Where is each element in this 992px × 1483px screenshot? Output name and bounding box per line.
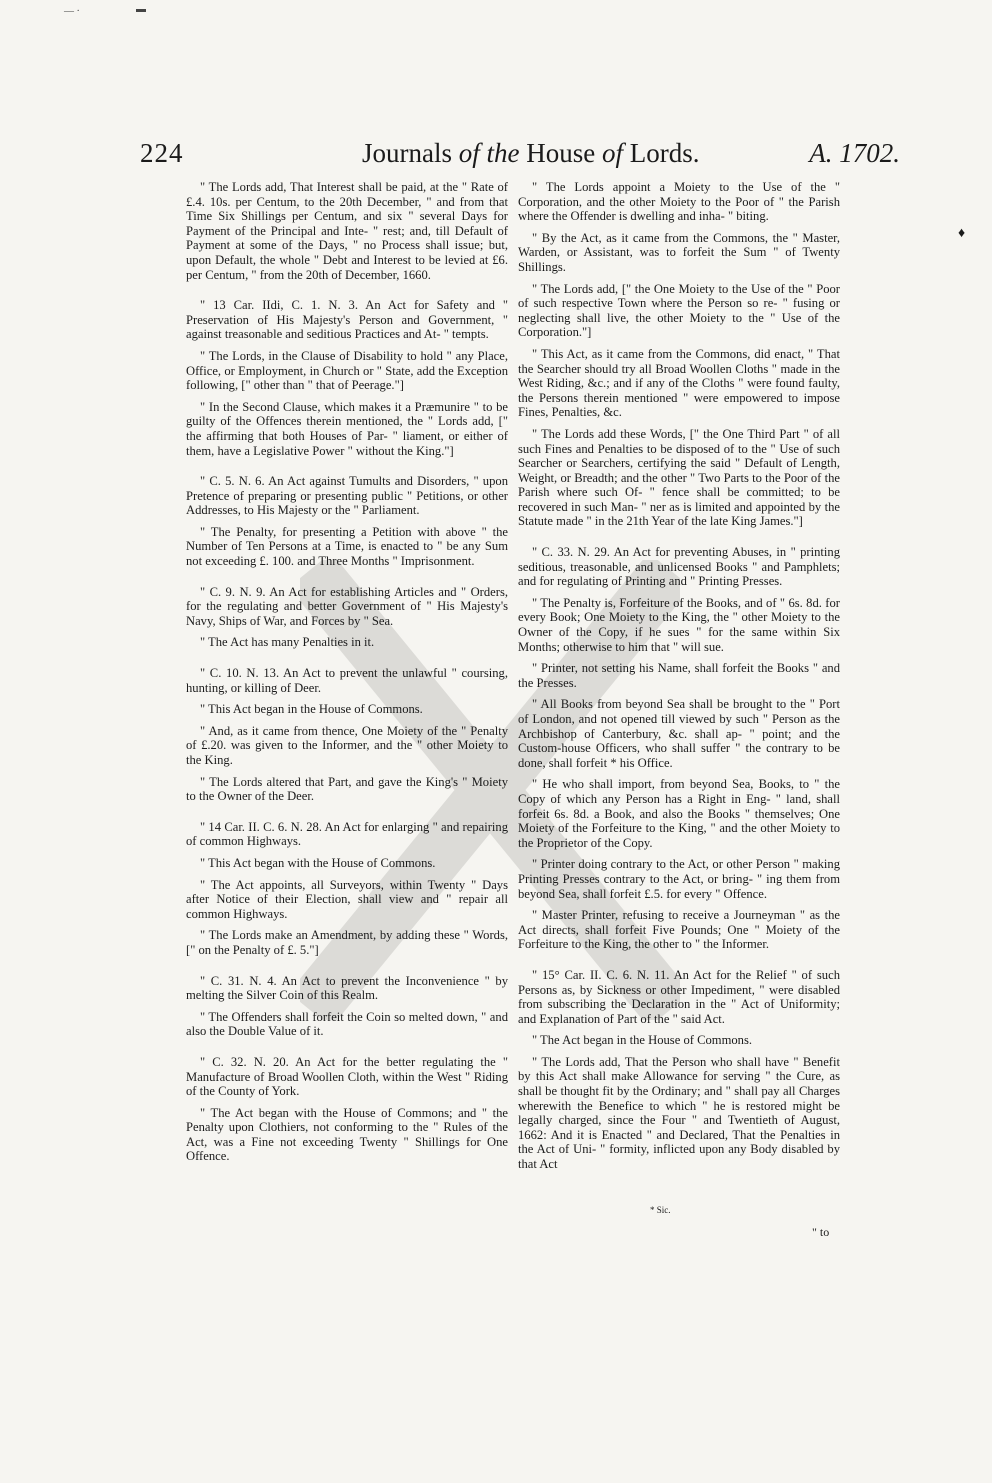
- paragraph: " The Lords altered that Part, and gave the King's " Moiety to the Owner of the Deer.: [186, 774, 508, 804]
- paragraph: " The Lords make an Amendment, by adding these " Words, [" on the Penalty of £. 5."]: [186, 928, 508, 957]
- running-title: [362, 138, 700, 169]
- margin-mark: ♦: [958, 226, 966, 241]
- paragraph: " The Lords, in the Clause of Disability to hold " any Place, Office, or Employment, in Church or " State, add the Exception following, [" other than " that of Peerage."]: [186, 348, 508, 393]
- paragraph: " This Act, as it came from the Commons, did enact, " That the Searcher should try all Broad Woollen Cloths " made in the West Riding, &c.; and if any of the Cloths " were found faulty, the Persons therein mentioned " were empowered to impose Fines, Penalties, &c.: [518, 346, 840, 420]
- paragraph: " C. 5. N. 6. An Act against Tumults and Disorders, " upon Pretence of preparing or presenting public " Petitions, or other Addresses, to His Majesty or the " Parliament.: [186, 474, 508, 518]
- title-of-2: of: [602, 138, 624, 168]
- left-column: [186, 180, 508, 1171]
- paragraph: " 15° Car. II. C. 6. N. 11. An Act for the Relief " of such Persons as, by Sickness or other Impediment, " were disabled from subscribing the Declaration in the " Act of Uniformity; and Explanation of Part of the " said Act.: [518, 967, 840, 1026]
- title-house: House: [526, 138, 596, 168]
- paragraph: " C. 33. N. 29. An Act for preventing Abuses, in " printing seditious, treasonable, and unlicensed Books " and Pamphlets; and for regulating of Printing and " Printing Presses.: [518, 545, 840, 589]
- paragraph: " The Lords add these Words, [" the One Third Part " of all such Fines and Penalties to be disposed of to the " Use of such Searcher or Searchers, certifying the said " Default of Length, Weight, or Breadth; and the other " Two Parts to the Poor of the Parish where such Of- " fence shall be committed; to be recovered in such Man- " ner as is limited and appointed by the Statute made " in the 21th Year of the late King James."]: [518, 426, 840, 529]
- paragraph: " 14 Car. II. C. 6. N. 28. An Act for enlarging " and repairing of common Highways.: [186, 819, 508, 849]
- page-number: 224: [140, 138, 184, 168]
- paragraph: " Printer, not setting his Name, shall forfeit the Books " and the Presses.: [518, 661, 840, 690]
- paragraph: " All Books from beyond Sea shall be brought to the " Port of London, and not opened till viewed by such " Person as the Archbishop of Canterbury, &c. shall ap- " point; and the Custom-house Officers, who shall suffer " the contrary to be done, shall forfeit * his Office.: [518, 697, 840, 770]
- paragraph: " This Act began with the House of Commons.: [200, 855, 436, 870]
- paragraph: " C. 10. N. 13. An Act to prevent the unlawful " coursing, hunting, or killing of Deer.: [186, 666, 508, 695]
- paragraph: " This Act began in the House of Commons.: [200, 702, 423, 717]
- footnote: * Sic.: [650, 1205, 671, 1215]
- title-of-1: of: [458, 138, 480, 168]
- paragraph: " C. 32. N. 20. An Act for the better regulating the " Manufacture of Broad Woollen Cloth, within the West " Riding of the County of York.: [186, 1054, 508, 1099]
- paragraph: " The Lords appoint a Moiety to the Use of the " Corporation, and the other Moiety to the Poor of " the Parish where the Offender is dwelling and inha- " biting.: [518, 180, 840, 224]
- paragraph: " The Lords add, That the Person who shall have " Benefit by this Act shall make Allowance for serving " the Cure, as shall be thought fit by the Ordinary; and " shall pay all Charges wherewith the Benefice to which " he is restored might be legally charged, since the Four " and Twentieth of August, 1662: And it is Enacted " and Declared, That the Penalties in the Act of Uni- " formity, inflicted upon any Body disabled by that Act: [518, 1054, 840, 1172]
- paragraph: " The Penalty is, Forfeiture of the Books, and of " 6s. 8d. for every Book; One Moiety to the King, the " other Moiety to the Owner of the Copy, if he sues " for the same within Six Months; otherwise to him that " will sue.: [518, 595, 840, 654]
- catchword: " to: [812, 1225, 830, 1239]
- paragraph: " The Act appoints, all Surveyors, within Twenty " Days after Notice of their Election, shall view and " repair all common Highways.: [186, 877, 508, 921]
- paragraph: " The Lords add, That Interest shall be paid, at the " Rate of £.4. 10s. per Centum, to the 20th December, " and from that Time Six Shillings per Centum, and six " several Days for Payment of the Principal and Inte- " rest; and, till Default of Payment at some of the Days, " no Process shall issue; but, upon Default, the whole " Debt and Interest to be levied at £6. per Centum, " from the 20th of December, 1660.: [186, 180, 508, 282]
- paragraph: " The Penalty, for presenting a Petition with above " the Number of Ten Persons at a Time, is enacted to " be any Sum not exceeding £. 100. and Three Months " Imprisonment.: [186, 524, 508, 569]
- title-the: the: [486, 138, 520, 168]
- top-center-mark: ▬: [136, 4, 146, 15]
- right-column: [518, 180, 840, 1179]
- paragraph: " The Lords add, [" the One Moiety to the Use of the " Poor of such respective Town where the Person so re- " fusing or neglecting shall live, the other Moiety to the " Use of the Corporation."]: [518, 281, 840, 340]
- paragraph: " And, as it came from thence, One Moiety of the " Penalty of £.20. was given to the Informer, and the " other Moiety to the King.: [186, 723, 508, 767]
- paragraph: " He who shall import, from beyond Sea, Books, to " the Copy of which any Person has a Right in Eng- " land, shall forfeit 6s. 8d. a Book, and also the Books " themselves; One Moiety of the Forfeiture to the King, " and the other Moiety to the Proprietor of the Copy.: [518, 777, 840, 850]
- title-lords: Lords.: [629, 138, 700, 168]
- paragraph: " By the Act, as it came from the Commons, the " Master, Warden, or Assistant, was to forfeit the Sum " of Twenty Shillings.: [518, 230, 840, 274]
- paragraph: " The Act began in the House of Commons.: [532, 1033, 753, 1048]
- paragraph: " 13 Car. IIdi, C. 1. N. 3. An Act for Safety and " Preservation of His Majesty's Person and Government, " against treasonable and seditious Practices and At- " tempts.: [186, 298, 508, 342]
- paragraph: " C. 9. N. 9. An Act for establishing Articles and " Orders, for the regulating and better Government of " His Majesty's Navy, Ships of War, and Forces by " Sea.: [186, 584, 508, 628]
- year: A. 1702.: [809, 138, 900, 168]
- paragraph: " Master Printer, refusing to receive a Journeyman " as the Act directs, shall forfeit Five Pounds; One " Moiety of the Forfeiture to the King, the other to " the Informer.: [518, 908, 840, 952]
- paragraph: " The Offenders shall forfeit the Coin so melted down, " and also the Double Value of it.: [186, 1009, 508, 1039]
- paragraph: " The Act has many Penalties in it.: [200, 635, 375, 650]
- paragraph: " C. 31. N. 4. An Act to prevent the Inconvenience " by melting the Silver Coin of this Realm.: [186, 973, 508, 1003]
- paragraph: " In the Second Clause, which makes it a Præmunire " to be guilty of the Offences therein mentioned, the " Lords add, [" the affirming that both Houses of Par- " liament, or either of them, have a Legislative Power " without the King."]: [186, 399, 508, 458]
- paragraph: " The Act began with the House of Commons; and " the Penalty upon Clothiers, not conforming to the " Rules of the Act, was a Fine not exceeding Twenty " Shillings for One Offence.: [186, 1105, 508, 1164]
- paragraph: " Printer doing contrary to the Act, or other Person " making Printing Presses contrary to the Act, or bring- " ing them from beyond Sea, shall forfeit £.5. for every " Offence.: [518, 857, 840, 901]
- title-journals: Journals: [362, 138, 452, 168]
- page-header: [140, 138, 900, 178]
- top-left-mark: — ·: [64, 6, 80, 17]
